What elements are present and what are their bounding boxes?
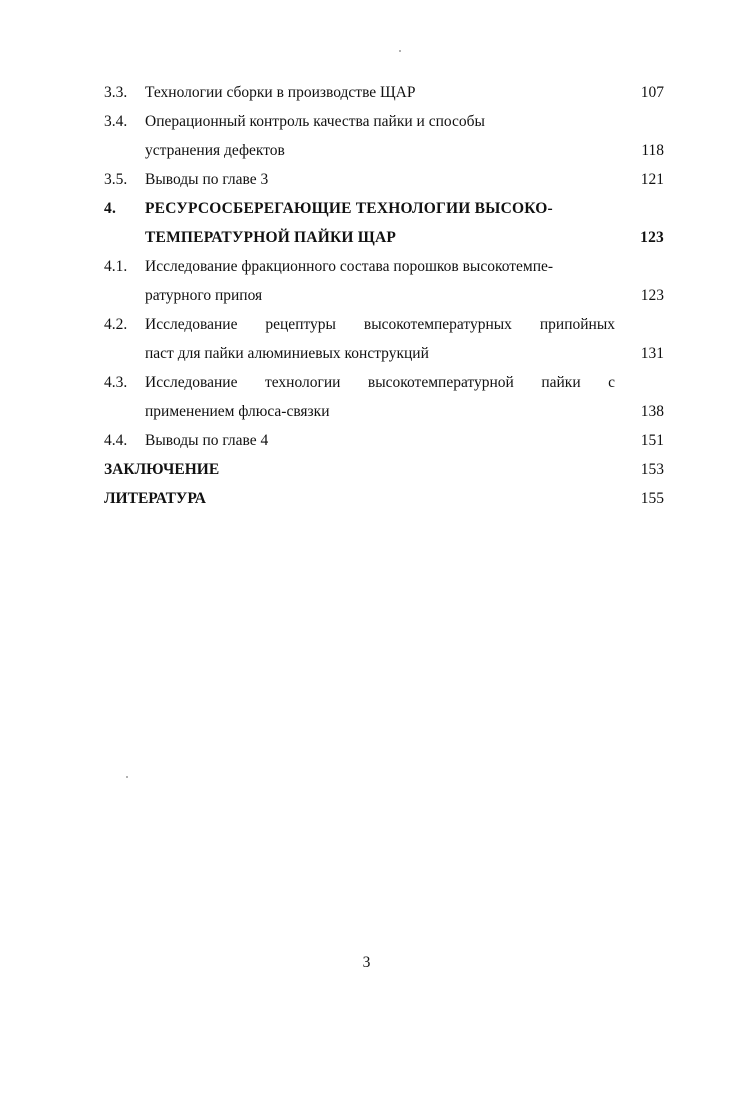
toc-chapter-4-cont: [104, 223, 664, 252]
toc-chapter-page: 123: [640, 229, 664, 246]
toc-entry-number: 4.3.: [104, 374, 128, 391]
scan-speck: [399, 50, 401, 52]
toc-chapter-number: 4.: [104, 200, 117, 217]
toc-entry-4-1: [104, 252, 664, 281]
toc-entry-conclusion: [104, 455, 664, 484]
toc-entry-title-continuation: паст для пайки алюминиевых конструкций: [145, 345, 429, 362]
toc-entry-3-5: [104, 165, 664, 194]
toc-entry-page: 118: [641, 142, 664, 159]
page-number: 3: [362, 954, 371, 971]
toc-entry-number: 4.4.: [104, 432, 128, 449]
toc-entry-title-continuation: устранения дефектов: [145, 142, 285, 159]
toc-entry-4-2: [104, 310, 664, 339]
toc-entry-3-4: [104, 107, 664, 136]
toc-entry-4-3: [104, 368, 664, 397]
toc-entry-title: Технологии сборки в производстве ЩАР: [145, 84, 416, 101]
table-of-contents: [104, 78, 664, 513]
toc-entry-page: 131: [640, 345, 664, 362]
toc-entry-page: 138: [640, 403, 664, 420]
toc-entry-page: 121: [640, 171, 664, 188]
toc-entry-literature: [104, 484, 664, 513]
toc-entry-number: 3.3.: [104, 84, 128, 101]
toc-entry-page: 155: [640, 490, 664, 507]
toc-entry-title-continuation: ратурного припоя: [145, 287, 263, 304]
toc-entry-title: Исследование технологии высокотемпературной пайки с: [145, 374, 615, 391]
toc-chapter-title-continuation: ТЕМПЕРАТУРНОЙ ПАЙКИ ЩАР: [145, 229, 397, 246]
toc-chapter-title: РЕСУРСОСБЕРЕГАЮЩИЕ ТЕХНОЛОГИИ ВЫСОКО-: [145, 200, 553, 217]
toc-entry-page: 107: [640, 84, 664, 101]
toc-entry-page: 153: [640, 461, 664, 478]
toc-entry-3-3: [104, 78, 664, 107]
toc-entry-title: Исследование рецептуры высокотемпературных припойных: [145, 316, 615, 333]
toc-entry-page: 123: [640, 287, 664, 304]
toc-entry-title: Исследование фракционного состава порошков высокотемпе-: [145, 258, 554, 275]
toc-chapter-4: [104, 194, 664, 223]
toc-section-title: ЗАКЛЮЧЕНИЕ: [104, 461, 220, 478]
toc-entry-number: 4.1.: [104, 258, 128, 275]
toc-entry-4-3-cont: [104, 397, 664, 426]
toc-entry-title: Операционный контроль качества пайки и способы: [145, 113, 485, 130]
toc-entry-4-1-cont: [104, 281, 664, 310]
scan-speck: [126, 776, 128, 778]
toc-section-title: ЛИТЕРАТУРА: [104, 490, 206, 507]
toc-entry-4-2-cont: [104, 339, 664, 368]
toc-entry-number: 3.5.: [104, 171, 128, 188]
toc-entry-number: 3.4.: [104, 113, 128, 130]
toc-entry-4-4: [104, 426, 664, 455]
toc-entry-title: Выводы по главе 4: [145, 432, 269, 449]
toc-entry-title-continuation: применением флюса-связки: [145, 403, 330, 420]
toc-entry-page: 151: [640, 432, 664, 449]
toc-entry-title: Выводы по главе 3: [145, 171, 269, 188]
toc-entry-number: 4.2.: [104, 316, 128, 333]
toc-entry-3-4-cont: [104, 136, 664, 165]
